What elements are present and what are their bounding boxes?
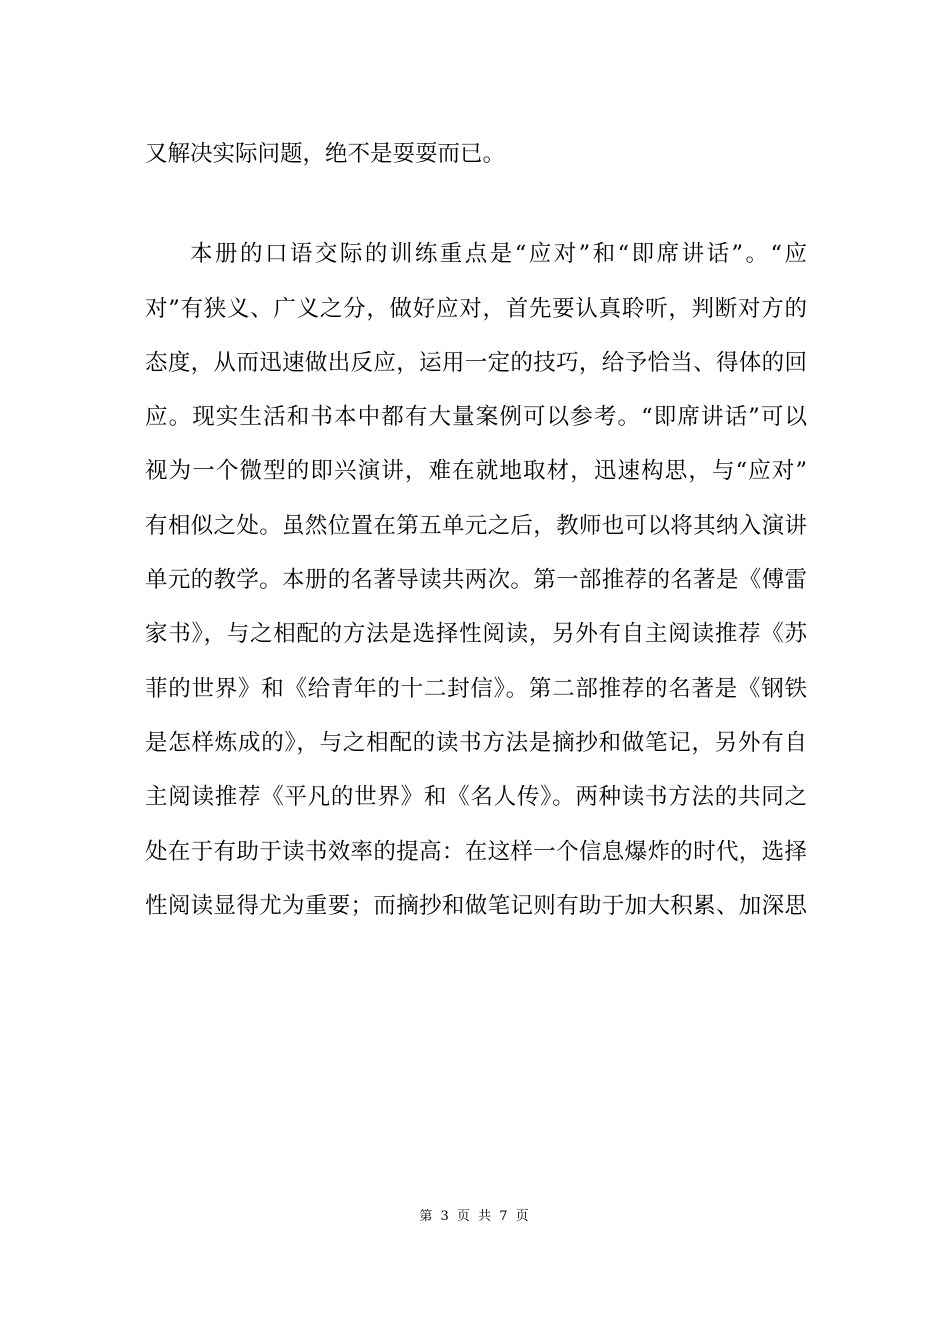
main-paragraph (145, 227, 807, 933)
paragraph-line: 家书》，与之相配的方法是选择性阅读，另外有自主阅读推荐《苏 (145, 621, 807, 648)
page-number-footer: 第 3 页 共 7 页 (419, 1209, 531, 1224)
paragraph-gap (145, 181, 807, 227)
paragraph-line: 主阅读推荐《平凡的世界》和《名人传》。两种读书方法的共同之 (145, 784, 807, 811)
paragraph-line: 本册的口语交际的训练重点是“应对”和“即席讲话”。“应 (190, 241, 807, 268)
document-body (145, 127, 807, 933)
paragraph-line: 是怎样炼成的》，与之相配的读书方法是摘抄和做笔记，另外有自 (145, 729, 807, 756)
paragraph-line: 对”有狭义、广义之分，做好应对，首先要认真聆听，判断对方的 (145, 295, 807, 322)
paragraph-line: 应。现实生活和书本中都有大量案例可以参考。“即席讲话”可以 (145, 404, 807, 431)
paragraph-line: 视为一个微型的即兴演讲，难在就地取材，迅速构思，与“应对” (145, 458, 807, 485)
paragraph-line: 态度，从而迅速做出反应，运用一定的技巧，给予恰当、得体的回 (145, 349, 807, 376)
paragraph-line: 菲的世界》和《给青年的十二封信》。第二部推荐的名著是《钢铁 (145, 675, 807, 702)
paragraph-continuation-line: 又解决实际问题，绝不是耍耍而已。 (145, 141, 506, 167)
paragraph-line: 处在于有助于读书效率的提高：在这样一个信息爆炸的时代，选择 (145, 838, 807, 865)
paragraph-line: 单元的教学。本册的名著导读共两次。第一部推荐的名著是《傅雷 (145, 567, 807, 594)
paragraph-line: 性阅读显得尤为重要；而摘抄和做笔记则有助于加大积累、加深思 (145, 892, 807, 919)
paragraph-line: 有相似之处。虽然位置在第五单元之后，教师也可以将其纳入演讲 (145, 512, 807, 539)
